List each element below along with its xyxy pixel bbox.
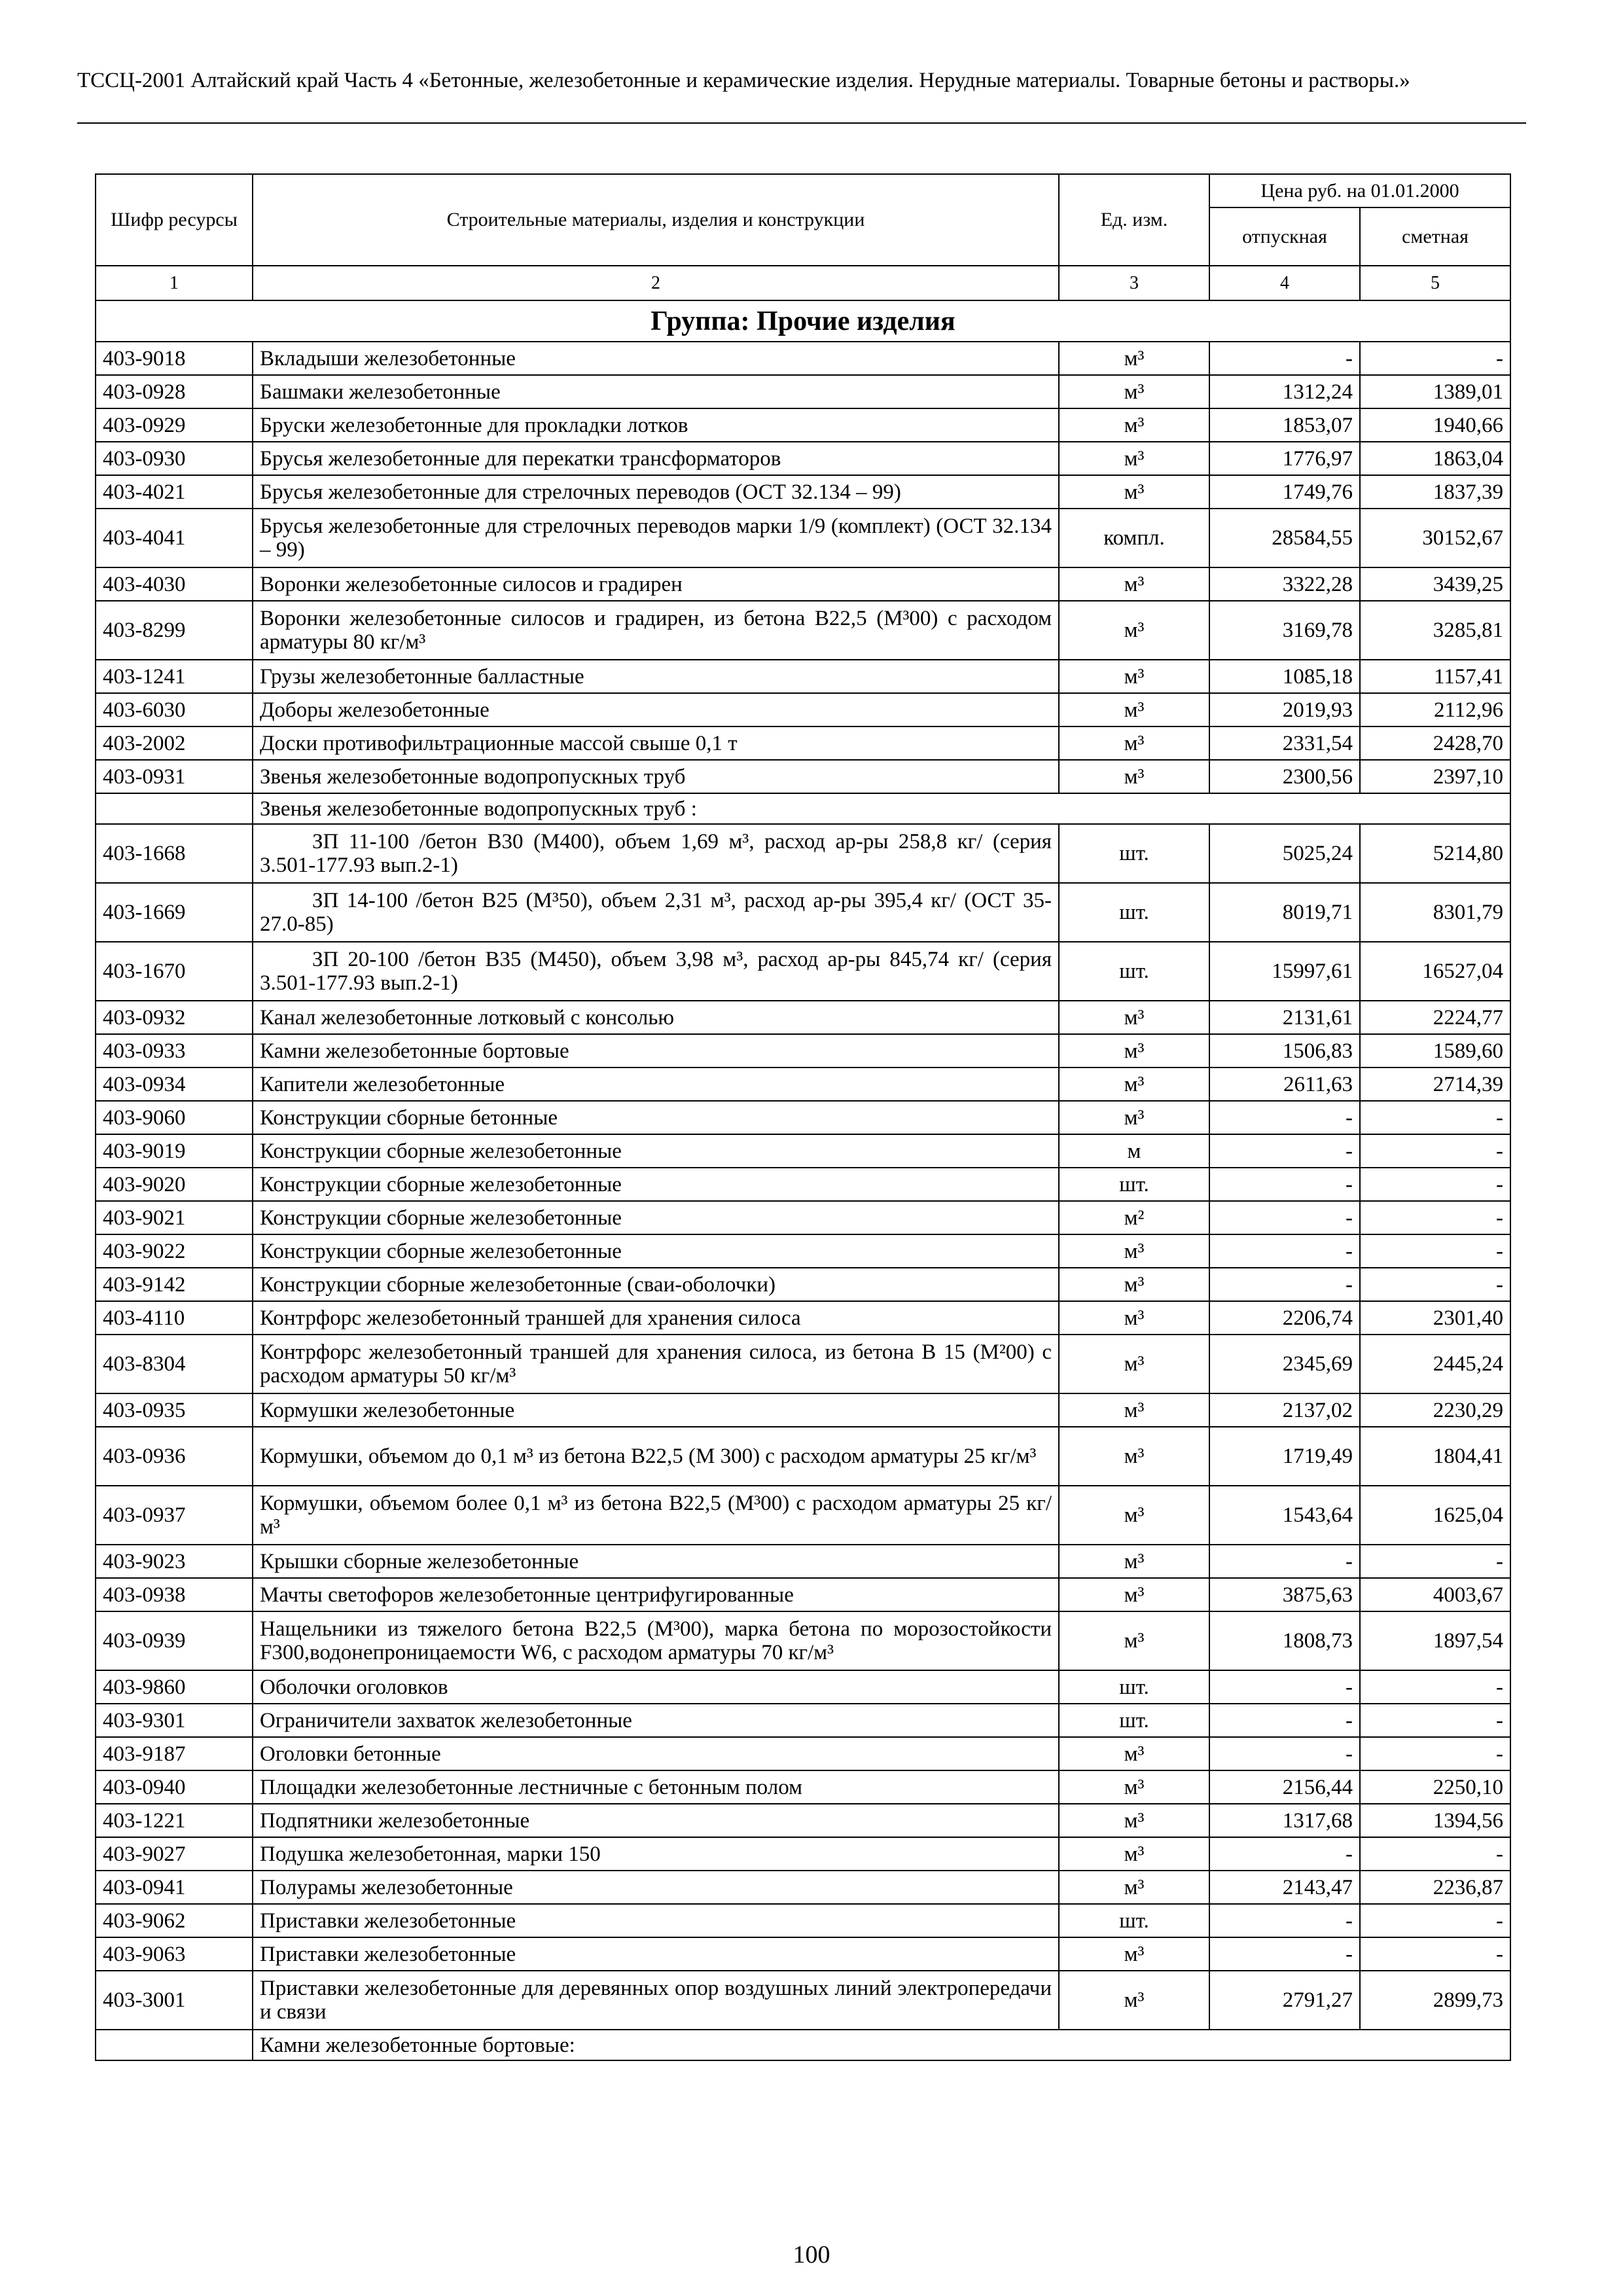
release-price: 1853,07: [1209, 408, 1360, 442]
table-row: [96, 1770, 1510, 1804]
resource-code: 403-4021: [96, 475, 253, 509]
table-row: [96, 1427, 1510, 1486]
estimate-price: -: [1360, 1937, 1510, 1971]
estimate-price: -: [1360, 1234, 1510, 1268]
material-name: Мачты светофоров железобетонные центрифугированные: [253, 1578, 1059, 1611]
estimate-price: 1837,39: [1360, 475, 1510, 509]
release-price: 2131,61: [1209, 1001, 1360, 1034]
release-price: -: [1209, 1168, 1360, 1201]
resource-code: 403-6030: [96, 693, 253, 726]
table-row: [96, 1234, 1510, 1268]
resource-code: 403-9018: [96, 342, 253, 375]
subheading: Звенья железобетонные водопропускных труб :: [253, 793, 1510, 824]
estimate-price: -: [1360, 1837, 1510, 1871]
estimate-price: 2445,24: [1360, 1335, 1510, 1393]
col-number: 5: [1360, 266, 1510, 300]
table-row: [96, 1837, 1510, 1871]
release-price: 1776,97: [1209, 442, 1360, 475]
material-name: Башмаки железобетонные: [253, 375, 1059, 408]
subheading: Камни железобетонные бортовые:: [253, 2030, 1510, 2060]
table-row: [96, 342, 1510, 375]
resource-code: 403-1221: [96, 1804, 253, 1837]
material-name: Конструкции сборные бетонные: [253, 1101, 1059, 1134]
resource-code: 403-4030: [96, 567, 253, 601]
release-price: 28584,55: [1209, 509, 1360, 567]
unit-cell: м³: [1059, 1001, 1209, 1034]
resource-code: 403-0941: [96, 1871, 253, 1904]
material-name: ЗП 14-100 /бетон В25 (М³50), объем 2,31 м³, расход ар-ры 395,4 кг/ (ОСТ 35-27.0-85): [253, 883, 1059, 942]
release-price: 3322,28: [1209, 567, 1360, 601]
resource-code: 403-9060: [96, 1101, 253, 1134]
unit-cell: шт.: [1059, 1704, 1209, 1737]
material-name: Конструкции сборные железобетонные: [253, 1134, 1059, 1168]
unit-cell: м³: [1059, 1486, 1209, 1545]
material-name: ЗП 20-100 /бетон В35 (М450), объем 3,98 м³, расход ар-ры 845,74 кг/ (серия 3.501-177.93 вып.2-1): [253, 942, 1059, 1001]
release-price: 3169,78: [1209, 601, 1360, 660]
release-price: -: [1209, 1545, 1360, 1578]
estimate-price: 1863,04: [1360, 442, 1510, 475]
release-price: 2611,63: [1209, 1067, 1360, 1101]
unit-cell: м³: [1059, 1301, 1209, 1335]
unit-cell: компл.: [1059, 509, 1209, 567]
release-price: -: [1209, 1937, 1360, 1971]
unit-cell: м³: [1059, 1611, 1209, 1670]
material-name: Канал железобетонные лотковый с консолью: [253, 1001, 1059, 1034]
document-header: ТССЦ-2001 Алтайский край Часть 4 «Бетонные, железобетонные и керамические изделия. Нерудные материалы. Товарные бетоны и растворы.»: [77, 69, 1410, 92]
resource-code: 403-4110: [96, 1301, 253, 1335]
release-price: 2137,02: [1209, 1393, 1360, 1427]
subheading-row: [96, 2030, 1510, 2060]
table-row: [96, 509, 1510, 567]
release-price: -: [1209, 1737, 1360, 1770]
estimate-price: 2899,73: [1360, 1971, 1510, 2030]
resource-code: 403-0940: [96, 1770, 253, 1804]
resource-code: 403-1668: [96, 824, 253, 883]
unit-cell: м³: [1059, 567, 1209, 601]
estimate-price: 5214,80: [1360, 824, 1510, 883]
resource-code: 403-9019: [96, 1134, 253, 1168]
col-header-name: Строительные материалы, изделия и конструкции: [253, 174, 1059, 266]
unit-cell: шт.: [1059, 824, 1209, 883]
material-name: Приставки железобетонные: [253, 1937, 1059, 1971]
resource-code: 403-0930: [96, 442, 253, 475]
estimate-price: 16527,04: [1360, 942, 1510, 1001]
resource-code: 403-0935: [96, 1393, 253, 1427]
resource-code: 403-9187: [96, 1737, 253, 1770]
table-row: [96, 1335, 1510, 1393]
material-name: Площадки железобетонные лестничные с бетонным полом: [253, 1770, 1059, 1804]
resource-code: 403-0933: [96, 1034, 253, 1067]
resource-code: 403-3001: [96, 1971, 253, 2030]
unit-cell: м³: [1059, 1234, 1209, 1268]
release-price: 2300,56: [1209, 760, 1360, 793]
release-price: -: [1209, 1904, 1360, 1937]
estimate-price: -: [1360, 1737, 1510, 1770]
material-name: Конструкции сборные железобетонные (сваи-оболочки): [253, 1268, 1059, 1301]
estimate-price: 1157,41: [1360, 660, 1510, 693]
estimate-price: 1940,66: [1360, 408, 1510, 442]
estimate-price: 2236,87: [1360, 1871, 1510, 1904]
material-name: Конструкции сборные железобетонные: [253, 1168, 1059, 1201]
estimate-price: 2112,96: [1360, 693, 1510, 726]
table-row: [96, 1101, 1510, 1134]
estimate-price: -: [1360, 1201, 1510, 1234]
table-row: [96, 475, 1510, 509]
resource-code: 403-0932: [96, 1001, 253, 1034]
resource-code: 403-9063: [96, 1937, 253, 1971]
table-row: [96, 1545, 1510, 1578]
material-name: Конструкции сборные железобетонные: [253, 1201, 1059, 1234]
table-row: [96, 408, 1510, 442]
material-name: Крышки сборные железобетонные: [253, 1545, 1059, 1578]
estimate-price: -: [1360, 1545, 1510, 1578]
material-name: Камни железобетонные бортовые: [253, 1034, 1059, 1067]
resource-code: 403-1669: [96, 883, 253, 942]
material-name: Доборы железобетонные: [253, 693, 1059, 726]
release-price: -: [1209, 1134, 1360, 1168]
table-row: [96, 567, 1510, 601]
table-row: [96, 1937, 1510, 1971]
unit-cell: м³: [1059, 1034, 1209, 1067]
empty-cell: [96, 793, 253, 824]
material-name: Приставки железобетонные для деревянных опор воздушных линий электропередачи и связи: [253, 1971, 1059, 2030]
price-table: [95, 173, 1511, 2061]
unit-cell: м³: [1059, 760, 1209, 793]
unit-cell: шт.: [1059, 1904, 1209, 1937]
material-name: Кормушки, объемом более 0,1 м³ из бетона В22,5 (М³00) с расходом арматуры 25 кг/м³: [253, 1486, 1059, 1545]
unit-cell: м³: [1059, 1737, 1209, 1770]
col-header-release: отпускная: [1209, 207, 1360, 266]
material-name: Грузы железобетонные балластные: [253, 660, 1059, 693]
resource-code: 403-0937: [96, 1486, 253, 1545]
page-number: 100: [793, 2241, 830, 2269]
table-row: [96, 1393, 1510, 1427]
table-row: [96, 1670, 1510, 1704]
table-row: [96, 1201, 1510, 1234]
unit-cell: м³: [1059, 726, 1209, 760]
release-price: 2345,69: [1209, 1335, 1360, 1393]
estimate-price: 8301,79: [1360, 883, 1510, 942]
table-row: [96, 824, 1510, 883]
resource-code: 403-9022: [96, 1234, 253, 1268]
estimate-price: 30152,67: [1360, 509, 1510, 567]
col-header-price: Цена руб. на 01.01.2000: [1209, 174, 1510, 207]
estimate-price: -: [1360, 1670, 1510, 1704]
release-price: 8019,71: [1209, 883, 1360, 942]
table-row: [96, 1301, 1510, 1335]
material-name: Полурамы железобетонные: [253, 1871, 1059, 1904]
resource-code: 403-9062: [96, 1904, 253, 1937]
unit-cell: м³: [1059, 1101, 1209, 1134]
estimate-price: 2250,10: [1360, 1770, 1510, 1804]
estimate-price: 2397,10: [1360, 760, 1510, 793]
table-row: [96, 442, 1510, 475]
table-row: [96, 883, 1510, 942]
resource-code: 403-9301: [96, 1704, 253, 1737]
unit-cell: м³: [1059, 601, 1209, 660]
resource-code: 403-2002: [96, 726, 253, 760]
table-row: [96, 1134, 1510, 1168]
col-header-code: Шифр ресурсы: [96, 174, 253, 266]
unit-cell: м³: [1059, 1335, 1209, 1393]
resource-code: 403-0934: [96, 1067, 253, 1101]
release-price: 15997,61: [1209, 942, 1360, 1001]
estimate-price: 1589,60: [1360, 1034, 1510, 1067]
table-row: [96, 1034, 1510, 1067]
material-name: Доски противофильтрационные массой свыше 0,1 т: [253, 726, 1059, 760]
unit-cell: м³: [1059, 1578, 1209, 1611]
estimate-price: 2428,70: [1360, 726, 1510, 760]
col-header-estimate: сметная: [1360, 207, 1510, 266]
col-number: 1: [96, 266, 253, 300]
table-row: [96, 1268, 1510, 1301]
release-price: 1543,64: [1209, 1486, 1360, 1545]
estimate-price: 1897,54: [1360, 1611, 1510, 1670]
table-row: [96, 1704, 1510, 1737]
resource-code: 403-9027: [96, 1837, 253, 1871]
release-price: -: [1209, 1268, 1360, 1301]
unit-cell: м³: [1059, 1804, 1209, 1837]
resource-code: 403-9142: [96, 1268, 253, 1301]
table-row: [96, 660, 1510, 693]
table-row: [96, 1611, 1510, 1670]
material-name: Вкладыши железобетонные: [253, 342, 1059, 375]
resource-code: 403-9860: [96, 1670, 253, 1704]
material-name: Конструкции сборные железобетонные: [253, 1234, 1059, 1268]
estimate-price: 2714,39: [1360, 1067, 1510, 1101]
release-price: 1808,73: [1209, 1611, 1360, 1670]
release-price: -: [1209, 1670, 1360, 1704]
release-price: 1506,83: [1209, 1034, 1360, 1067]
material-name: Приставки железобетонные: [253, 1904, 1059, 1937]
resource-code: 403-1670: [96, 942, 253, 1001]
unit-cell: м³: [1059, 1545, 1209, 1578]
resource-code: 403-8304: [96, 1335, 253, 1393]
release-price: 2791,27: [1209, 1971, 1360, 2030]
estimate-price: -: [1360, 1168, 1510, 1201]
release-price: 1749,76: [1209, 475, 1360, 509]
table-row: [96, 1001, 1510, 1034]
unit-cell: м³: [1059, 1427, 1209, 1486]
unit-cell: м³: [1059, 375, 1209, 408]
resource-code: 403-4041: [96, 509, 253, 567]
unit-cell: м: [1059, 1134, 1209, 1168]
table-row: [96, 1871, 1510, 1904]
material-name: Контрфорс железобетонный траншей для хранения силоса: [253, 1301, 1059, 1335]
table-row: [96, 942, 1510, 1001]
unit-cell: шт.: [1059, 942, 1209, 1001]
release-price: -: [1209, 342, 1360, 375]
estimate-price: 2301,40: [1360, 1301, 1510, 1335]
subheading-row: [96, 793, 1510, 824]
estimate-price: 4003,67: [1360, 1578, 1510, 1611]
release-price: 1312,24: [1209, 375, 1360, 408]
material-name: Нащельники из тяжелого бетона В22,5 (М³00), марка бетона по морозостойкости F300,водонепроницаемости W6, с расходом арматуры 70 кг/м³: [253, 1611, 1059, 1670]
material-name: Оголовки бетонные: [253, 1737, 1059, 1770]
estimate-price: 1804,41: [1360, 1427, 1510, 1486]
unit-cell: м³: [1059, 660, 1209, 693]
col-header-unit: Ед. изм.: [1059, 174, 1209, 266]
estimate-price: 1625,04: [1360, 1486, 1510, 1545]
unit-cell: м³: [1059, 1268, 1209, 1301]
table-row: [96, 601, 1510, 660]
resource-code: 403-0938: [96, 1578, 253, 1611]
table-row: [96, 1804, 1510, 1837]
material-name: Оболочки оголовков: [253, 1670, 1059, 1704]
header-rule: [77, 122, 1526, 124]
table-row: [96, 1578, 1510, 1611]
resource-code: 403-9021: [96, 1201, 253, 1234]
release-price: 2019,93: [1209, 693, 1360, 726]
estimate-price: -: [1360, 1134, 1510, 1168]
material-name: Контрфорс железобетонный траншей для хранения силоса, из бетона В 15 (М²00) с расходом арматуры 50 кг/м³: [253, 1335, 1059, 1393]
table-row: [96, 1486, 1510, 1545]
unit-cell: м³: [1059, 1837, 1209, 1871]
material-name: Брусья железобетонные для стрелочных переводов марки 1/9 (комплект) (ОСТ 32.134 – 99): [253, 509, 1059, 567]
unit-cell: шт.: [1059, 1670, 1209, 1704]
release-price: 3875,63: [1209, 1578, 1360, 1611]
unit-cell: м³: [1059, 1871, 1209, 1904]
unit-cell: м²: [1059, 1201, 1209, 1234]
unit-cell: м³: [1059, 1770, 1209, 1804]
table-row: [96, 1971, 1510, 2030]
material-name: Брусья железобетонные для перекатки трансформаторов: [253, 442, 1059, 475]
material-name: ЗП 11-100 /бетон В30 (М400), объем 1,69 м³, расход ар-ры 258,8 кг/ (серия 3.501-177.93 вып.2-1): [253, 824, 1059, 883]
resource-code: 403-0929: [96, 408, 253, 442]
estimate-price: -: [1360, 1268, 1510, 1301]
release-price: 2156,44: [1209, 1770, 1360, 1804]
release-price: 1317,68: [1209, 1804, 1360, 1837]
material-name: Воронки железобетонные силосов и градирен: [253, 567, 1059, 601]
release-price: 1085,18: [1209, 660, 1360, 693]
unit-cell: м³: [1059, 342, 1209, 375]
material-name: Звенья железобетонные водопропускных труб: [253, 760, 1059, 793]
table-row: [96, 1737, 1510, 1770]
table-row: [96, 760, 1510, 793]
estimate-price: 3439,25: [1360, 567, 1510, 601]
resource-code: 403-9023: [96, 1545, 253, 1578]
material-name: Ограничители захваток железобетонные: [253, 1704, 1059, 1737]
table-row: [96, 726, 1510, 760]
table-row: [96, 1168, 1510, 1201]
table-row: [96, 1067, 1510, 1101]
material-name: Подушка железобетонная, марки 150: [253, 1837, 1059, 1871]
release-price: 5025,24: [1209, 824, 1360, 883]
unit-cell: м³: [1059, 1067, 1209, 1101]
estimate-price: -: [1360, 1101, 1510, 1134]
resource-code: 403-8299: [96, 601, 253, 660]
estimate-price: 2224,77: [1360, 1001, 1510, 1034]
material-name: Воронки железобетонные силосов и градирен, из бетона В22,5 (М³00) с расходом арматуры 80 кг/м³: [253, 601, 1059, 660]
estimate-price: 3285,81: [1360, 601, 1510, 660]
unit-cell: м³: [1059, 1393, 1209, 1427]
resource-code: 403-0936: [96, 1427, 253, 1486]
table-row: [96, 693, 1510, 726]
release-price: -: [1209, 1101, 1360, 1134]
release-price: -: [1209, 1837, 1360, 1871]
release-price: 1719,49: [1209, 1427, 1360, 1486]
release-price: 2331,54: [1209, 726, 1360, 760]
table-row: [96, 1904, 1510, 1937]
unit-cell: шт.: [1059, 1168, 1209, 1201]
resource-code: 403-0939: [96, 1611, 253, 1670]
material-name: Бруски железобетонные для прокладки лотков: [253, 408, 1059, 442]
estimate-price: -: [1360, 1904, 1510, 1937]
material-name: Кормушки, объемом до 0,1 м³ из бетона В22,5 (М 300) с расходом арматуры 25 кг/м³: [253, 1427, 1059, 1486]
estimate-price: 2230,29: [1360, 1393, 1510, 1427]
resource-code: 403-1241: [96, 660, 253, 693]
material-name: Брусья железобетонные для стрелочных переводов (ОСТ 32.134 – 99): [253, 475, 1059, 509]
resource-code: 403-0931: [96, 760, 253, 793]
unit-cell: шт.: [1059, 883, 1209, 942]
unit-cell: м³: [1059, 442, 1209, 475]
release-price: -: [1209, 1201, 1360, 1234]
col-number: 2: [253, 266, 1059, 300]
unit-cell: м³: [1059, 475, 1209, 509]
unit-cell: м³: [1059, 693, 1209, 726]
table-row: [96, 375, 1510, 408]
resource-code: 403-0928: [96, 375, 253, 408]
estimate-price: 1394,56: [1360, 1804, 1510, 1837]
resource-code: 403-9020: [96, 1168, 253, 1201]
material-name: Капители железобетонные: [253, 1067, 1059, 1101]
release-price: -: [1209, 1234, 1360, 1268]
material-name: Подпятники железобетонные: [253, 1804, 1059, 1837]
estimate-price: 1389,01: [1360, 375, 1510, 408]
material-name: Кормушки железобетонные: [253, 1393, 1059, 1427]
estimate-price: -: [1360, 1704, 1510, 1737]
col-number: 3: [1059, 266, 1209, 300]
unit-cell: м³: [1059, 408, 1209, 442]
empty-cell: [96, 2030, 253, 2060]
unit-cell: м³: [1059, 1937, 1209, 1971]
estimate-price: -: [1360, 342, 1510, 375]
group-title: Группа: Прочие изделия: [96, 300, 1510, 342]
release-price: -: [1209, 1704, 1360, 1737]
unit-cell: м³: [1059, 1971, 1209, 2030]
col-number: 4: [1209, 266, 1360, 300]
release-price: 2143,47: [1209, 1871, 1360, 1904]
release-price: 2206,74: [1209, 1301, 1360, 1335]
